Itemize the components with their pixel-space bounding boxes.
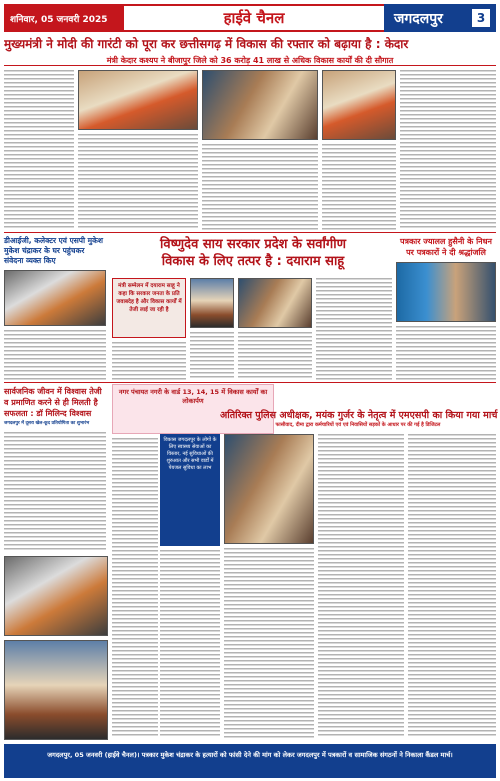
sahu-article-column	[190, 332, 234, 380]
lead-article-column	[4, 70, 74, 230]
issue-date: शनिवार, 05 जनवरी 2025	[4, 4, 124, 32]
nagar-article-column	[160, 550, 220, 738]
lead-article-column	[202, 144, 318, 230]
march-subhead: फासीवाद, दीमा द्वारा कर्मचारियों एवं एवं निवासियों सड़कों के आधार पर की गई है डिजिटल	[275, 422, 441, 428]
divider	[4, 382, 496, 383]
dig-story-text	[4, 330, 106, 380]
lead-photo-ceremony	[78, 70, 198, 130]
tribute-photo	[396, 262, 496, 322]
candle-march-photo-1	[4, 556, 108, 636]
sahu-article-column	[238, 332, 312, 380]
march-photo-officers	[224, 434, 314, 544]
nagar-panchayat-headline: नगर पंचायत नगरी के वार्ड 13, 14, 15 में विकास कार्यों का लोकार्पण	[118, 388, 268, 405]
tribute-headline: पत्रकार ज्यालल हुसैनी के निधन पर पत्रकारों ने दी श्रद्धांजलि	[400, 237, 492, 257]
sahu-headline-line1: विष्णुदेव साय सरकार प्रदेश के सर्वांगीण	[159, 237, 346, 252]
vishwas-headline: सार्वजनिक जीवन में विश्वास तेजी व प्रमाणित करने से ही मिलती है सफलता : डॉ मिलिन्द विश्वास	[4, 387, 102, 418]
vishwas-article-text	[4, 432, 106, 552]
divider	[4, 232, 496, 233]
sahu-headline-line2: विकास के लिए तत्पर है : दयाराम साहू	[161, 254, 345, 269]
march-article-column	[408, 434, 496, 738]
masthead	[4, 4, 496, 32]
divider	[4, 65, 496, 66]
lead-article-column	[400, 70, 496, 230]
lead-subhead: मंत्री केदार कश्यप ने बीजापुर जिले को 36 करोड़ 41 लाख से अधिक विकास कार्यों की दी सौगात	[106, 56, 394, 65]
lead-article-column	[322, 144, 396, 230]
candle-march-photo-2	[4, 640, 108, 740]
newspaper-title: हाईवे चैनल	[124, 4, 384, 32]
page-number: 3	[472, 9, 490, 27]
march-headline: अतिरिक्त पुलिस अधीक्षक, मयंक गुर्जर के नेतृत्व में एमएसपी का किया गया मार्च	[220, 410, 498, 421]
edition-city: जगदलपुर	[394, 10, 443, 27]
dig-story-photo	[4, 270, 106, 326]
sahu-headline	[112, 236, 394, 270]
sahu-event-photo	[238, 278, 312, 328]
sahu-article-column	[112, 342, 186, 380]
edition-box	[384, 4, 496, 32]
lead-photo-crowd	[202, 70, 318, 140]
sahu-quote-box: मंत्री सम्मेलन में दयाराम साहू ने कहा कि सरकार जनता के प्रति जवाबदेह है और विकास कार्यों में तेजी लाई जा रही है	[112, 278, 186, 338]
vishwas-subhead: जगदलपुर में दूसरा खेल-कूद प्रतियोगिता का शुभारंभ	[4, 421, 90, 426]
march-article-column	[224, 548, 314, 738]
tribute-article-text	[396, 326, 496, 380]
dig-story-headline: डीआईजी, कलेक्टर एवं एसपी मुकेश मुकेश चंद्राकर के घर पहुंचकर संवेदना व्यक्त किए	[4, 236, 103, 265]
lead-headline: मुख्यमंत्री ने मोदी की गारंटी को पूरा कर छत्तीसगढ़ में विकास की रफ्तार को बढ़ाया है : केदार	[4, 37, 409, 51]
nagar-article-column	[112, 438, 158, 738]
sahu-article-column	[316, 278, 392, 380]
lead-article-column	[78, 134, 198, 230]
sahu-portrait	[190, 278, 234, 328]
lead-photo-stage	[322, 70, 396, 140]
highlight-box: विकास जगदलपुर के लोगों के लिए स्वास्थ्य सेवाओं का विस्तार, नई सुविधाओं की शुरुआत और सभी वार्डों में पेयजल सुविधा का लाभ	[160, 434, 220, 546]
photo-caption: जगदलपुर, 05 जनवरी (हाईवे चैनल)। पत्रकार मुकेश चंद्राकर के हत्यारों को फांसी देने की मांग को लेकर जगदलपुर में पत्रकारों व सामाजिक संगठनों ने निकाला कैंडल मार्च।	[4, 744, 496, 778]
march-article-column	[318, 434, 404, 738]
